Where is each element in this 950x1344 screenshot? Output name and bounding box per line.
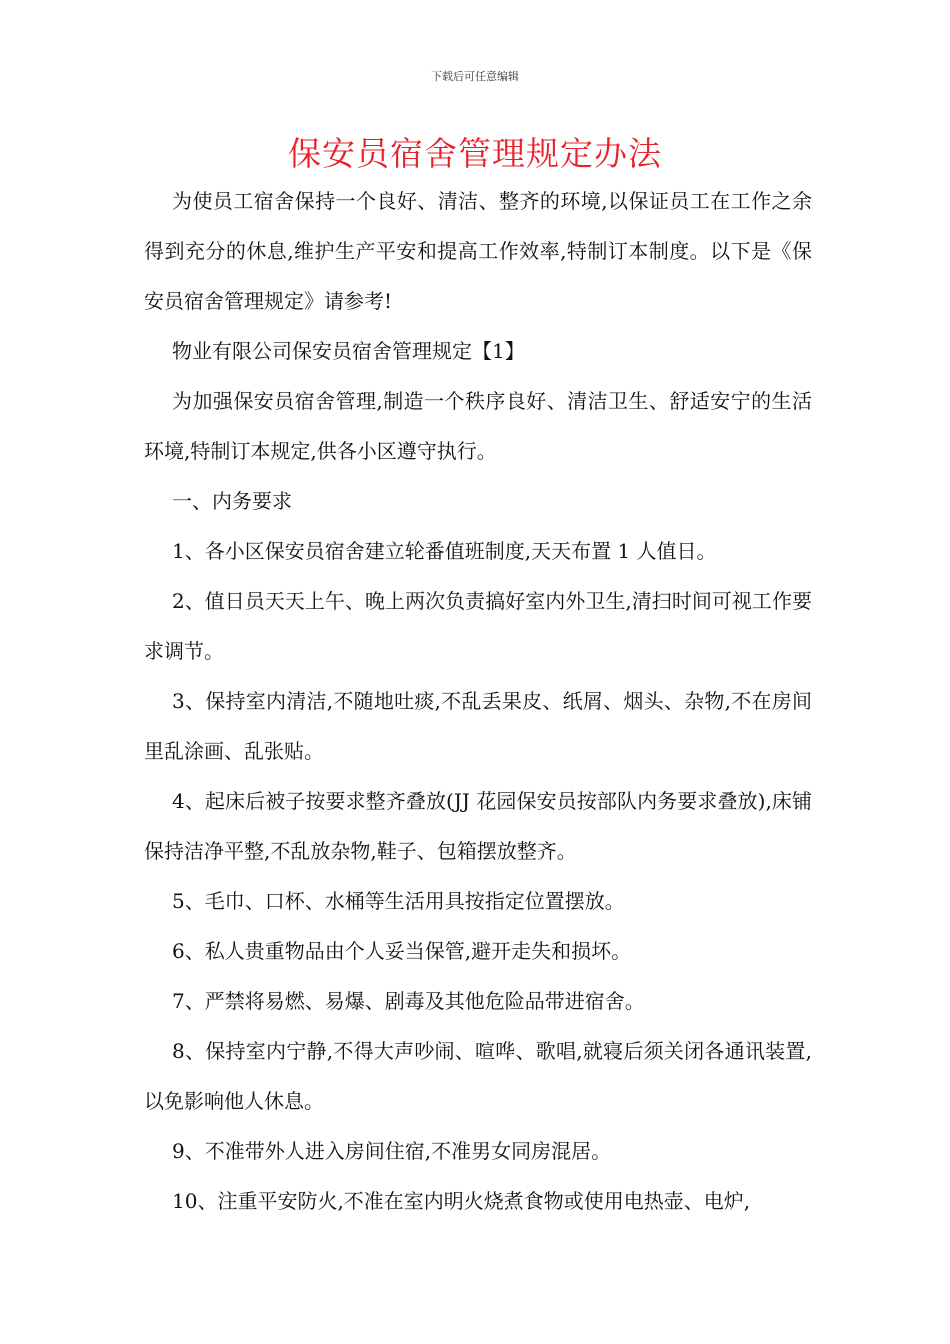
purpose-paragraph: 为加强保安员宿舍管理,制造一个秩序良好、清洁卫生、舒适安宁的生活环境,特制订本规定,供各小区遵守执行。 xyxy=(144,389,812,463)
rule-item-8: 8、保持室内宁静,不得大声吵闹、喧哗、歌唱,就寝后须关闭各通讯装置,以免影响他人休息。 xyxy=(144,1039,812,1113)
header-note: 下载后可任意编辑 xyxy=(431,70,519,83)
rule-item-1: 1、各小区保安员宿舍建立轮番值班制度,天天布置 1 人值日。 xyxy=(172,539,717,563)
subsection-heading: 一、内务要求 xyxy=(172,489,292,513)
rule-item-9: 9、不准带外人进入房间住宿,不准男女同房混居。 xyxy=(172,1139,612,1163)
rule-item-5: 5、毛巾、口杯、水桶等生活用具按指定位置摆放。 xyxy=(172,889,625,913)
intro-paragraph: 为使员工宿舍保持一个良好、清洁、整齐的环境,以保证员工在工作之余得到充分的休息,维护生产平安和提高工作效率,特制订本制度。以下是《保安员宿舍管理规定》请参考! xyxy=(144,189,812,313)
rule-item-10: 10、注重平安防火,不准在室内明火烧煮食物或使用电热壶、电炉, xyxy=(172,1189,751,1213)
rule-item-3: 3、保持室内清洁,不随地吐痰,不乱丢果皮、纸屑、烟头、杂物,不在房间里乱涂画、乱张贴。 xyxy=(144,689,812,763)
rule-item-7: 7、严禁将易燃、易爆、剧毒及其他危险品带进宿舍。 xyxy=(172,989,645,1013)
section-heading: 物业有限公司保安员宿舍管理规定【1】 xyxy=(172,339,525,363)
document-title: 保安员宿舍管理规定办法 xyxy=(288,134,662,173)
rule-item-2: 2、值日员天天上午、晚上两次负责搞好室内外卫生,清扫时间可视工作要求调节。 xyxy=(144,589,812,663)
rule-item-6: 6、私人贵重物品由个人妥当保管,避开走失和损坏。 xyxy=(172,939,632,963)
document-body xyxy=(144,176,812,1226)
rule-item-4: 4、起床后被子按要求整齐叠放(JJ 花园保安员按部队内务要求叠放),床铺保持洁净平整,不乱放杂物,鞋子、包箱摆放整齐。 xyxy=(144,789,812,863)
